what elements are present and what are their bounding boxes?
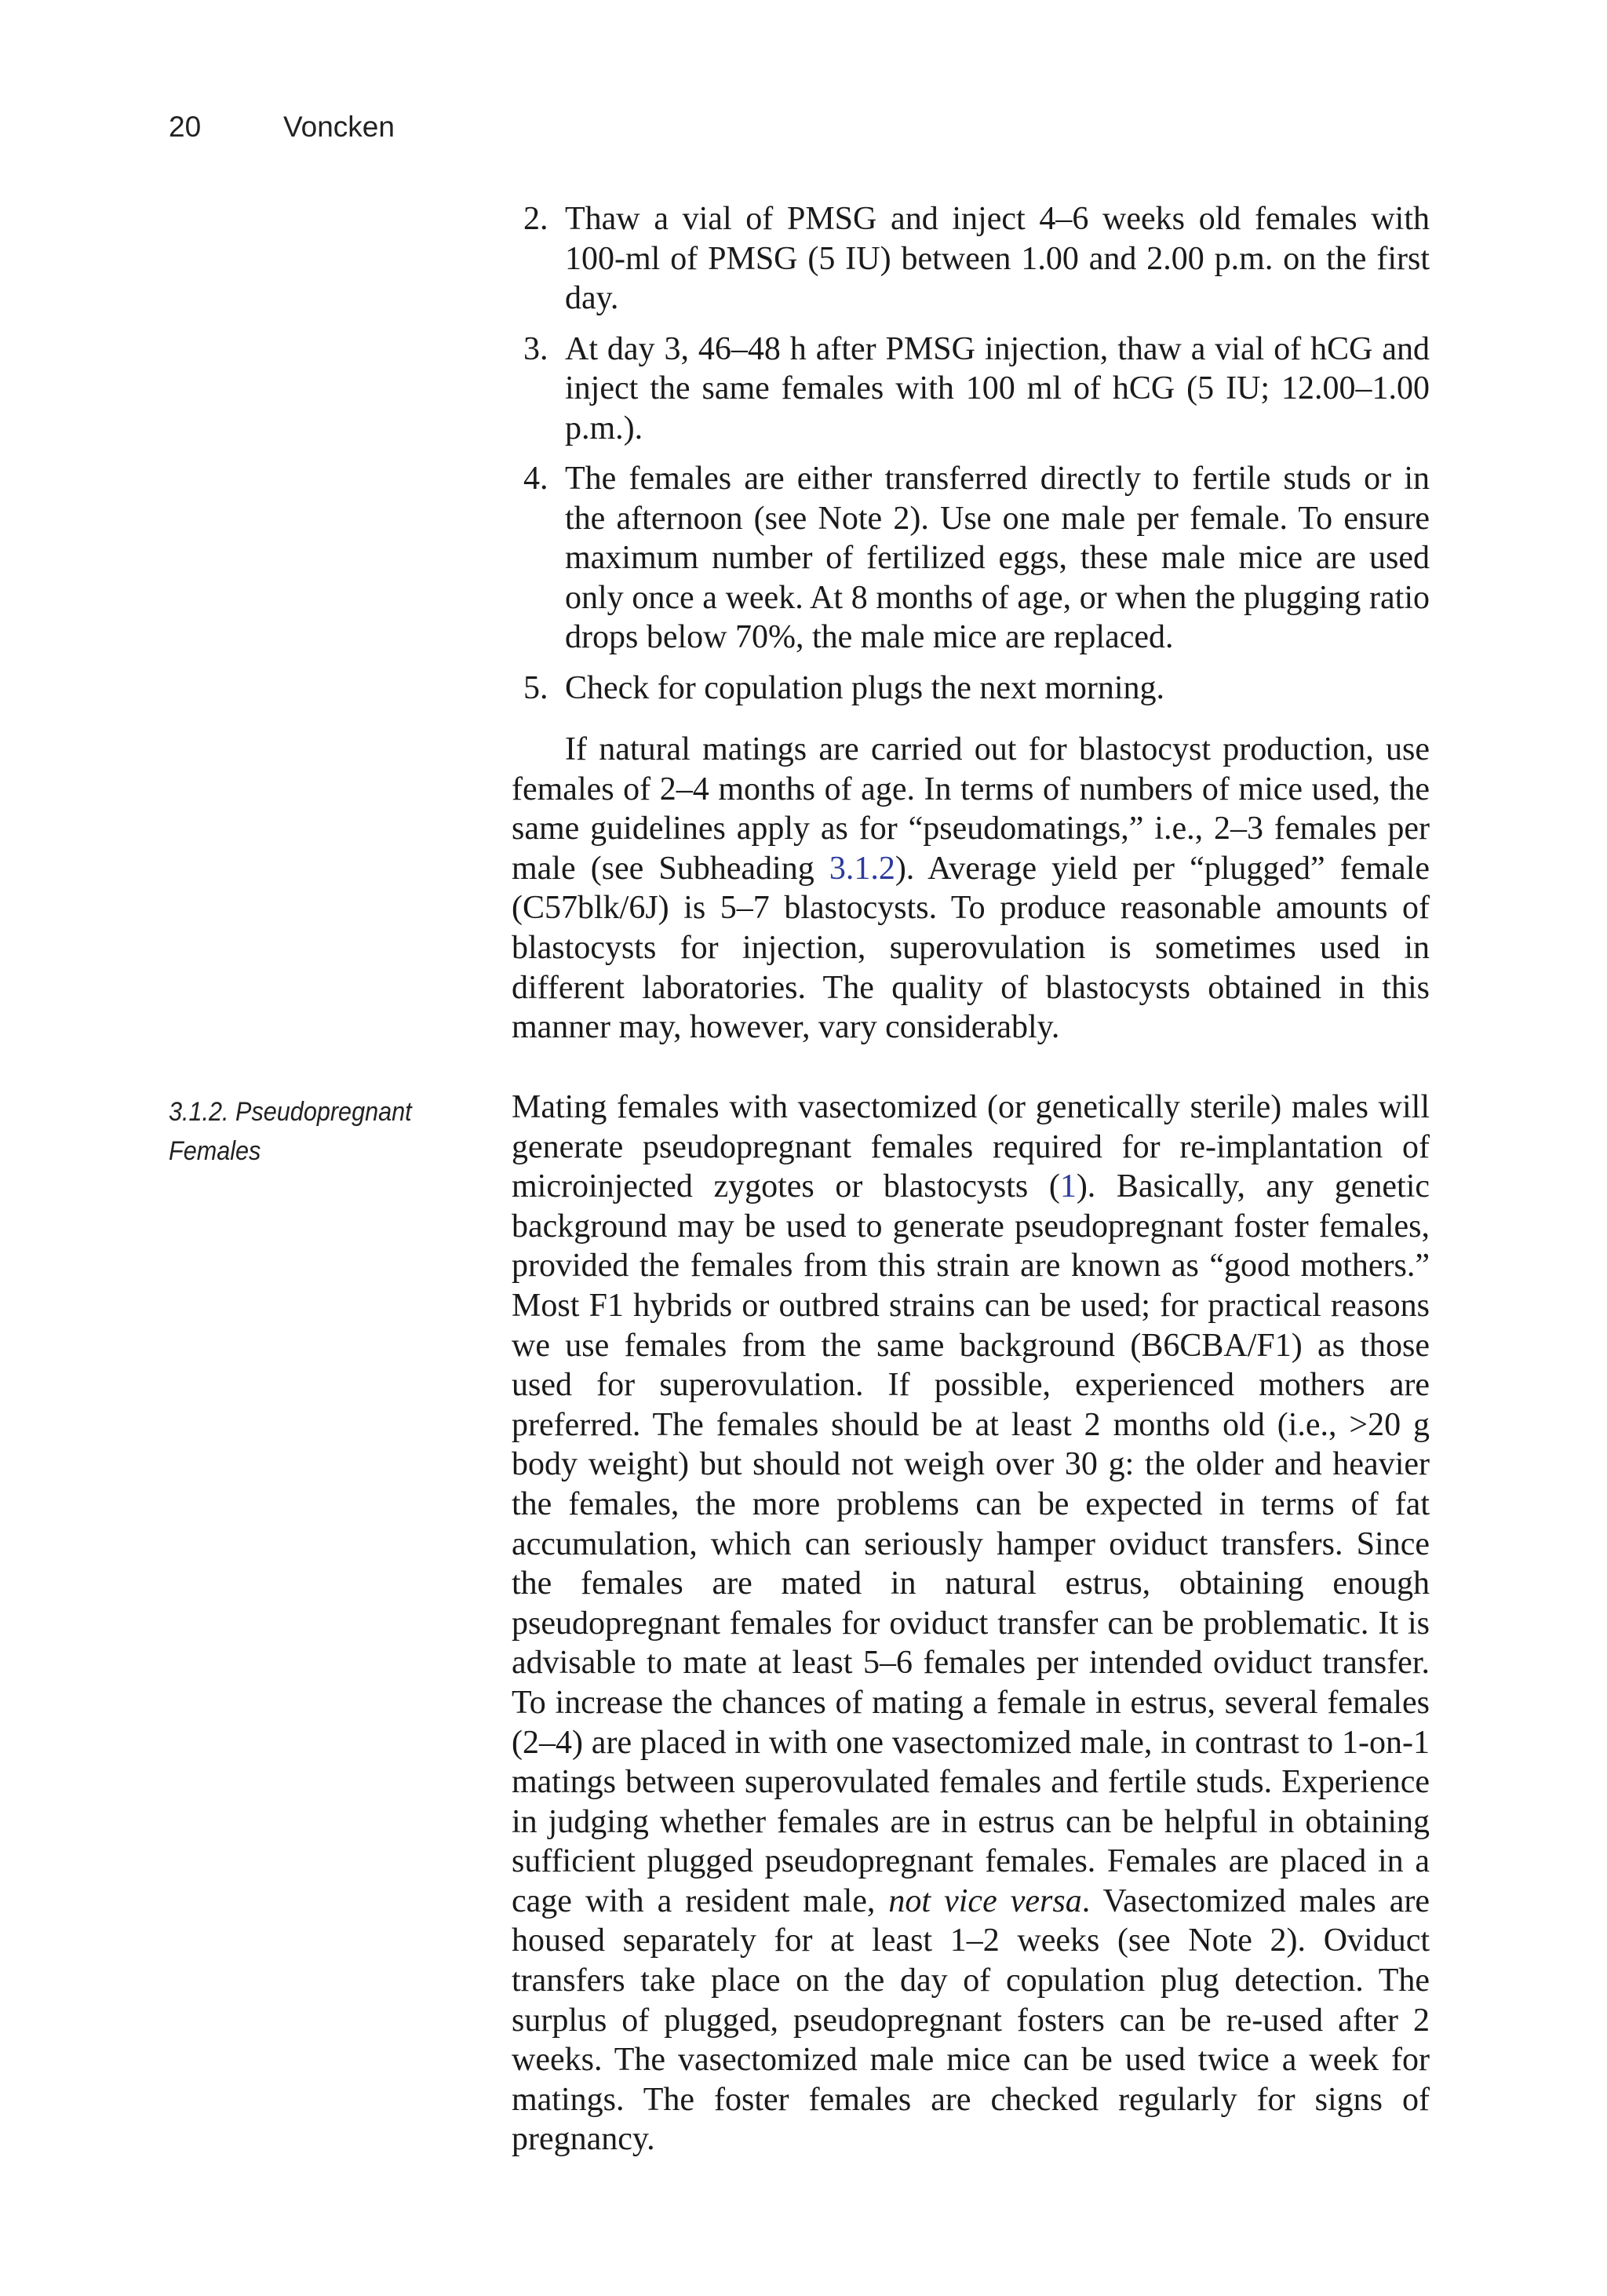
paragraph-text: . Vasectomized males are housed separately for at least 1–2 weeks (see Note 2). Oviduct transfers take place on the day of copulation plug detection. The surplus of plugged, pseudopregnant fosters can be re-used after 2 weeks. The vasectomized male mice can be used twice a week for matings. The foster females are checked regularly for signs of pregnancy.	[512, 1882, 1430, 2158]
step-number: 5.	[523, 669, 548, 706]
pseudopregnant-paragraph	[512, 1088, 1430, 2159]
paragraph-text: ). Average yield per “plugged” female (C57blk/6J) is 5–7 blastocysts. To produce reasonable amounts of blastocysts for injection, superovulation is sometimes used in different laboratories. The quality of blastocysts obtained in this manner may, however, vary considerably.	[512, 850, 1430, 1046]
step-number: 4.	[523, 461, 548, 497]
step-item	[512, 199, 1430, 319]
running-title: Voncken	[283, 111, 395, 143]
paragraph-text: Mating females with vasectomized (or genetically sterile) males will generate pseudopregnant females required for re-implantation of microinjected zygotes or blastocysts (	[512, 1089, 1430, 1205]
procedure-steps	[512, 199, 1430, 719]
running-head	[169, 110, 395, 144]
page-number: 20	[169, 111, 202, 143]
subheading-link[interactable]: 3.1.2	[829, 850, 895, 887]
step-text: At day 3, 46–48 h after PMSG injection, thaw a vial of hCG and inject the same females with 100 ml of hCG (5 IU; 12.00–1.00 p.m.).	[565, 330, 1430, 446]
paragraph-text: If natural matings are carried out for blastocyst production, use females of 2–4 months of age. In terms of numbers of mice used, the same guidelines apply as for “pseudomatings,” i.e., 2–3 females per male (see Subheading	[512, 731, 1430, 887]
step-number: 2.	[523, 201, 548, 237]
step-text: Check for copulation plugs the next morning.	[565, 669, 1165, 706]
reference-link[interactable]: 1	[1059, 1168, 1077, 1205]
step-item	[512, 669, 1430, 709]
step-text: Thaw a vial of PMSG and inject 4–6 weeks old females with 100-ml of PMSG (5 IU) between 1.00 and 2.00 p.m. on the first day.	[565, 201, 1430, 316]
step-text: The females are either transferred directly to fertile studs or in the afternoon (see Note 2). Use one male per female. To ensure maximum number of fertilized eggs, these male mice are used only once a week. At 8 months of age, or when the plugging ratio drops below 70%, the male mice are replaced.	[565, 461, 1430, 655]
section-heading-line: 3.1.2. Pseudopregnant	[169, 1097, 412, 1127]
section-heading	[169, 1092, 423, 1171]
emphasis-text: not vice versa	[888, 1882, 1082, 1919]
step-number: 3.	[523, 330, 548, 367]
blastocyst-paragraph	[512, 730, 1430, 1048]
step-item	[512, 330, 1430, 449]
step-item	[512, 459, 1430, 658]
section-heading-line: Females	[169, 1136, 261, 1166]
paragraph-text: ). Basically, any genetic background may be used to generate pseudopregnant foster females, provided the females from this strain are known as “good mothers.” Most F1 hybrids or outbred strains can be used; for practical reasons we use females from the same background (B6CBA/F1) as those used for superovulation. If possible, experienced mothers are preferred. The females should be at least 2 months old (i.e., >20 g body weight) but should not weigh over 30 g: the older and heavier the females, the more problems can be expected in terms of fat accumulation, which can seriously hamper oviduct transfers. Since the females are mated in natural estrus, obtaining enough pseudopregnant females for oviduct transfer can be problematic. It is advisable to mate at least 5–6 females per intended oviduct transfer. To increase the chances of mating a female in estrus, several females (2–4) are placed in with one vasectomized male, in contrast to 1-on-1 matings between superovulated females and fertile studs. Experience in judging whether females are in estrus can be helpful in obtaining sufficient plugged pseudopregnant females. Females are placed in a cage with a resident male,	[512, 1168, 1430, 1919]
